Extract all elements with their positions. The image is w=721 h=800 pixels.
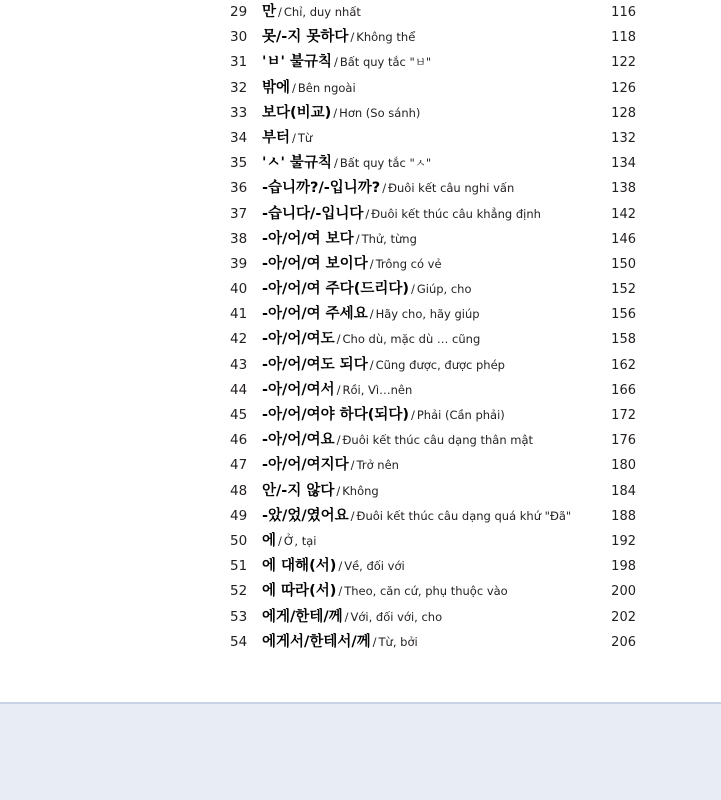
toc-entry-korean: -아/어/여야 하다(되다): [262, 407, 409, 423]
toc-entry-separator: /: [278, 5, 282, 19]
toc-entry-korean: 보다(비교): [262, 104, 332, 121]
toc-entry-korean: -습니다/-입니다: [262, 205, 364, 222]
toc-entry-separator: /: [369, 357, 374, 372]
toc-entry-gloss: Bất quy tắc "ㅂ": [339, 55, 432, 70]
toc-entry-number: 54: [230, 633, 248, 650]
toc-entry-korean: -아/어/여 주세요: [262, 306, 368, 323]
toc-entry-page-number: 116: [611, 5, 636, 20]
toc-entry-gloss: Bất quy tắc "ㅅ": [339, 156, 432, 171]
toc-entry-page-number: 134: [611, 156, 636, 172]
toc-entry-korean: -았/었/였어요: [262, 507, 349, 524]
toc-entry-page-number: 132: [611, 130, 636, 146]
toc-entry-number: 40: [230, 281, 248, 298]
toc-entry-gloss: Không thể: [356, 30, 416, 45]
toc-entry-page-number: 200: [611, 584, 636, 600]
toc-row[interactable]: [0, 151, 721, 176]
toc-entry-separator: /: [382, 181, 387, 196]
toc-entry-korean: 부터: [262, 129, 291, 146]
toc-entry-number: 53: [230, 608, 248, 625]
toc-entry-text: [262, 0, 596, 21]
toc-entry-page-number: 122: [611, 55, 636, 71]
toc-entry-page-number: 202: [611, 609, 636, 625]
toc-entry-number: 31: [230, 54, 248, 71]
toc-entry-gloss: Thử, từng: [361, 231, 417, 246]
toc-entry-gloss: Hơn (So sánh): [339, 105, 421, 120]
toc-entry-korean: 에게/한테/께: [262, 608, 343, 625]
toc-entry-korean: 만: [262, 4, 277, 20]
toc-row[interactable]: [0, 579, 721, 604]
toc-row[interactable]: [0, 76, 721, 101]
toc-entry-page-number: 166: [611, 382, 636, 398]
toc-entry-page-number: 188: [611, 508, 636, 524]
toc-entry-page-number: 206: [611, 634, 636, 650]
toc-entry-page-number: 146: [611, 231, 636, 247]
toc-entry-page-number: 158: [611, 332, 636, 348]
toc-entry-separator: /: [336, 332, 341, 347]
toc-entry-korean: 'ㅅ' 불규칙: [262, 155, 332, 172]
toc-entry-korean: 에 따라(서): [262, 583, 337, 600]
toc-entry-separator: /: [278, 533, 282, 548]
toc-entry-korean: -아/어/여 보이다: [262, 255, 368, 272]
toc-row[interactable]: [0, 327, 721, 352]
toc-entry-gloss: Rồi, Vì…nên: [342, 382, 413, 397]
toc-entry-text: [262, 50, 596, 71]
toc-row[interactable]: [0, 554, 721, 579]
toc-entry-page-number: 162: [611, 357, 636, 373]
toc-entry-text: [262, 605, 596, 626]
toc-entry-text: [262, 428, 596, 449]
toc-entry-gloss: Với, đối với, cho: [350, 609, 443, 624]
toc-entry-separator: /: [365, 206, 370, 221]
toc-entry-korean: 못/-지 못하다: [262, 29, 349, 46]
toc-entry-gloss: Ở, tại: [283, 533, 317, 548]
toc-entry-text: [262, 529, 596, 550]
toc-row[interactable]: [0, 428, 721, 453]
toc-entry-page-number: 152: [611, 282, 636, 298]
toc-entry-text: [262, 353, 596, 374]
toc-entry-gloss: Theo, căn cứ, phụ thuộc vào: [344, 584, 508, 599]
toc-row[interactable]: [0, 605, 721, 630]
toc-entry-gloss: Chỉ, duy nhất: [283, 5, 361, 19]
toc-entry-number: 30: [230, 29, 248, 46]
toc-entry-text: [262, 277, 596, 298]
toc-row[interactable]: [0, 504, 721, 529]
toc-entry-separator: /: [336, 382, 341, 397]
toc-entry-page-number: 180: [611, 458, 636, 474]
toc-row[interactable]: [0, 630, 721, 655]
toc-entry-separator: /: [333, 105, 338, 120]
toc-entry-korean: -아/어/여도: [262, 331, 335, 348]
toc-entry-number: 52: [230, 583, 248, 600]
toc-entry-text: [262, 302, 596, 323]
toc-entry-text: [262, 479, 596, 500]
toc-entry-gloss: Đuôi kết thúc câu khẳng định: [371, 206, 541, 221]
toc-entry-separator: /: [355, 231, 360, 246]
toc-entry-gloss: Đuôi kết thúc câu dạng thân mật: [342, 433, 534, 448]
toc-entry-text: [262, 101, 596, 122]
toc-row[interactable]: [0, 378, 721, 403]
toc-entry-text: [262, 202, 596, 223]
toc-entry-korean: -아/어/여서: [262, 381, 335, 398]
toc-row[interactable]: [0, 252, 721, 277]
toc-entry-separator: /: [350, 30, 355, 45]
toc-entry-text: [262, 403, 596, 424]
toc-entry-korean: 밖에: [262, 79, 291, 96]
toc-entry-korean: -아/어/여도 되다: [262, 356, 368, 373]
toc-entry-number: 37: [230, 205, 248, 222]
toc-row[interactable]: [0, 101, 721, 126]
toc-entry-gloss: Trở nên: [356, 458, 399, 473]
toc-entry-text: [262, 126, 596, 147]
toc-entry-number: 43: [230, 356, 248, 373]
toc-entry-text: [262, 176, 596, 197]
toc-entry-number: 49: [230, 507, 248, 524]
toc-entry-text: [262, 227, 596, 248]
toc-row[interactable]: [0, 126, 721, 151]
toc-entry-separator: /: [372, 634, 377, 649]
toc-entry-gloss: Bên ngoài: [297, 80, 356, 95]
toc-entry-text: [262, 453, 596, 474]
toc-entry-separator: /: [344, 609, 349, 624]
toc-entry-number: 34: [230, 129, 248, 146]
toc-entry-page-number: 126: [611, 80, 636, 96]
toc-entry-number: 44: [230, 381, 248, 398]
toc-entry-page-number: 172: [611, 408, 636, 423]
toc-entry-text: [262, 327, 596, 348]
toc-entry-gloss: Phải (Cần phải): [416, 408, 505, 422]
toc-row[interactable]: [0, 403, 721, 428]
toc-row[interactable]: [0, 227, 721, 252]
toc-entry-number: 51: [230, 558, 248, 575]
footer-band: [0, 704, 721, 800]
toc-entry-korean: -습니까?/-입니까?: [262, 180, 381, 197]
toc-entry-page-number: 198: [611, 559, 636, 575]
toc-entry-separator: /: [333, 55, 338, 70]
toc-row[interactable]: [0, 453, 721, 478]
toc-entry-text: [262, 25, 596, 46]
toc-entry-number: 38: [230, 230, 248, 247]
toc-entry-number: 47: [230, 457, 248, 474]
toc-entry-page-number: 184: [611, 483, 636, 499]
toc-entry-number: 50: [230, 532, 248, 549]
toc-entry-page-number: 192: [611, 533, 636, 549]
toc-entry-number: 46: [230, 432, 248, 449]
toc-entry-number: 45: [230, 407, 248, 423]
toc-entry-separator: /: [336, 483, 341, 498]
toc-entry-page-number: 138: [611, 181, 636, 197]
toc-entry-gloss: Từ, bởi: [378, 634, 418, 649]
toc-entry-korean: -아/어/여요: [262, 432, 335, 449]
toc-entry-korean: -아/어/여 보다: [262, 230, 354, 247]
toc-entry-korean: -아/어/여지다: [262, 457, 349, 474]
toc-entry-page-number: 142: [611, 206, 636, 222]
toc-entry-gloss: Từ: [297, 130, 313, 145]
toc-entry-korean: 에: [262, 532, 277, 549]
toc-entry-text: [262, 76, 596, 97]
toc-entry-page-number: 118: [611, 30, 636, 46]
toc-row[interactable]: [0, 50, 721, 75]
toc-entry-text: [262, 151, 596, 172]
toc-entry-gloss: Về, đối với: [344, 559, 405, 574]
toc-entry-separator: /: [292, 80, 296, 95]
toc-entry-separator: /: [333, 156, 338, 171]
toc-entry-page-number: 128: [611, 105, 636, 121]
toc-row[interactable]: [0, 529, 721, 554]
toc-entry-text: [262, 579, 596, 600]
toc-entry-separator: /: [369, 256, 374, 271]
toc-entry-separator: /: [410, 282, 415, 297]
toc-entry-number: 29: [230, 4, 248, 20]
toc-entry-text: [262, 630, 596, 651]
toc-entry-korean: 'ㅂ' 불규칙: [262, 54, 332, 71]
toc-entry-gloss: Không: [342, 483, 379, 498]
toc-entry-number: 42: [230, 331, 248, 348]
toc-row[interactable]: [0, 277, 721, 302]
toc-row[interactable]: [0, 25, 721, 50]
toc-row[interactable]: [0, 202, 721, 227]
toc-entry-gloss: Giúp, cho: [416, 282, 472, 297]
toc-entry-korean: 에게서/한테서/께: [262, 633, 371, 650]
toc-entry-number: 36: [230, 180, 248, 197]
toc-entry-gloss: Trông có vẻ: [375, 256, 442, 271]
toc-entry-gloss: Đuôi kết thúc câu dạng quá khứ "Đã": [356, 508, 572, 523]
toc-entry-number: 33: [230, 104, 248, 121]
toc-entry-separator: /: [338, 584, 343, 599]
toc-row[interactable]: [0, 0, 721, 25]
toc-entry-separator: /: [369, 307, 374, 322]
toc-entry-text: [262, 378, 596, 399]
toc-entry-text: [262, 252, 596, 273]
toc-entry-page-number: 176: [611, 433, 636, 449]
toc-entry-number: 32: [230, 79, 248, 96]
toc-entry-gloss: Cho dù, mặc dù … cũng: [342, 332, 481, 347]
toc-entry-separator: /: [350, 458, 355, 473]
toc-entry-text: [262, 554, 596, 575]
toc-entry-korean: -아/어/여 주다(드리다): [262, 281, 409, 298]
toc-entry-gloss: Đuôi kết câu nghi vấn: [388, 181, 515, 196]
toc-entry-korean: 에 대해(서): [262, 558, 337, 575]
toc-entry-korean: 안/-지 않다: [262, 482, 335, 499]
toc-entry-number: 41: [230, 306, 248, 323]
toc-entry-separator: /: [336, 433, 341, 448]
toc-row[interactable]: [0, 479, 721, 504]
toc-row[interactable]: [0, 302, 721, 327]
toc-entry-gloss: Hãy cho, hãy giúp: [375, 307, 480, 322]
toc-row[interactable]: [0, 176, 721, 201]
toc-entry-separator: /: [410, 408, 415, 422]
toc-entry-number: 35: [230, 155, 248, 172]
toc-entry-separator: /: [338, 559, 343, 574]
toc-entry-number: 48: [230, 482, 248, 499]
toc-row[interactable]: [0, 353, 721, 378]
toc-entry-text: [262, 504, 596, 525]
toc-entry-gloss: Cũng được, được phép: [375, 357, 505, 372]
toc-entry-separator: /: [292, 130, 296, 145]
toc-entry-separator: /: [350, 508, 355, 523]
toc-entry-page-number: 150: [611, 256, 636, 272]
toc-entry-page-number: 156: [611, 307, 636, 323]
toc-entry-number: 39: [230, 255, 248, 272]
